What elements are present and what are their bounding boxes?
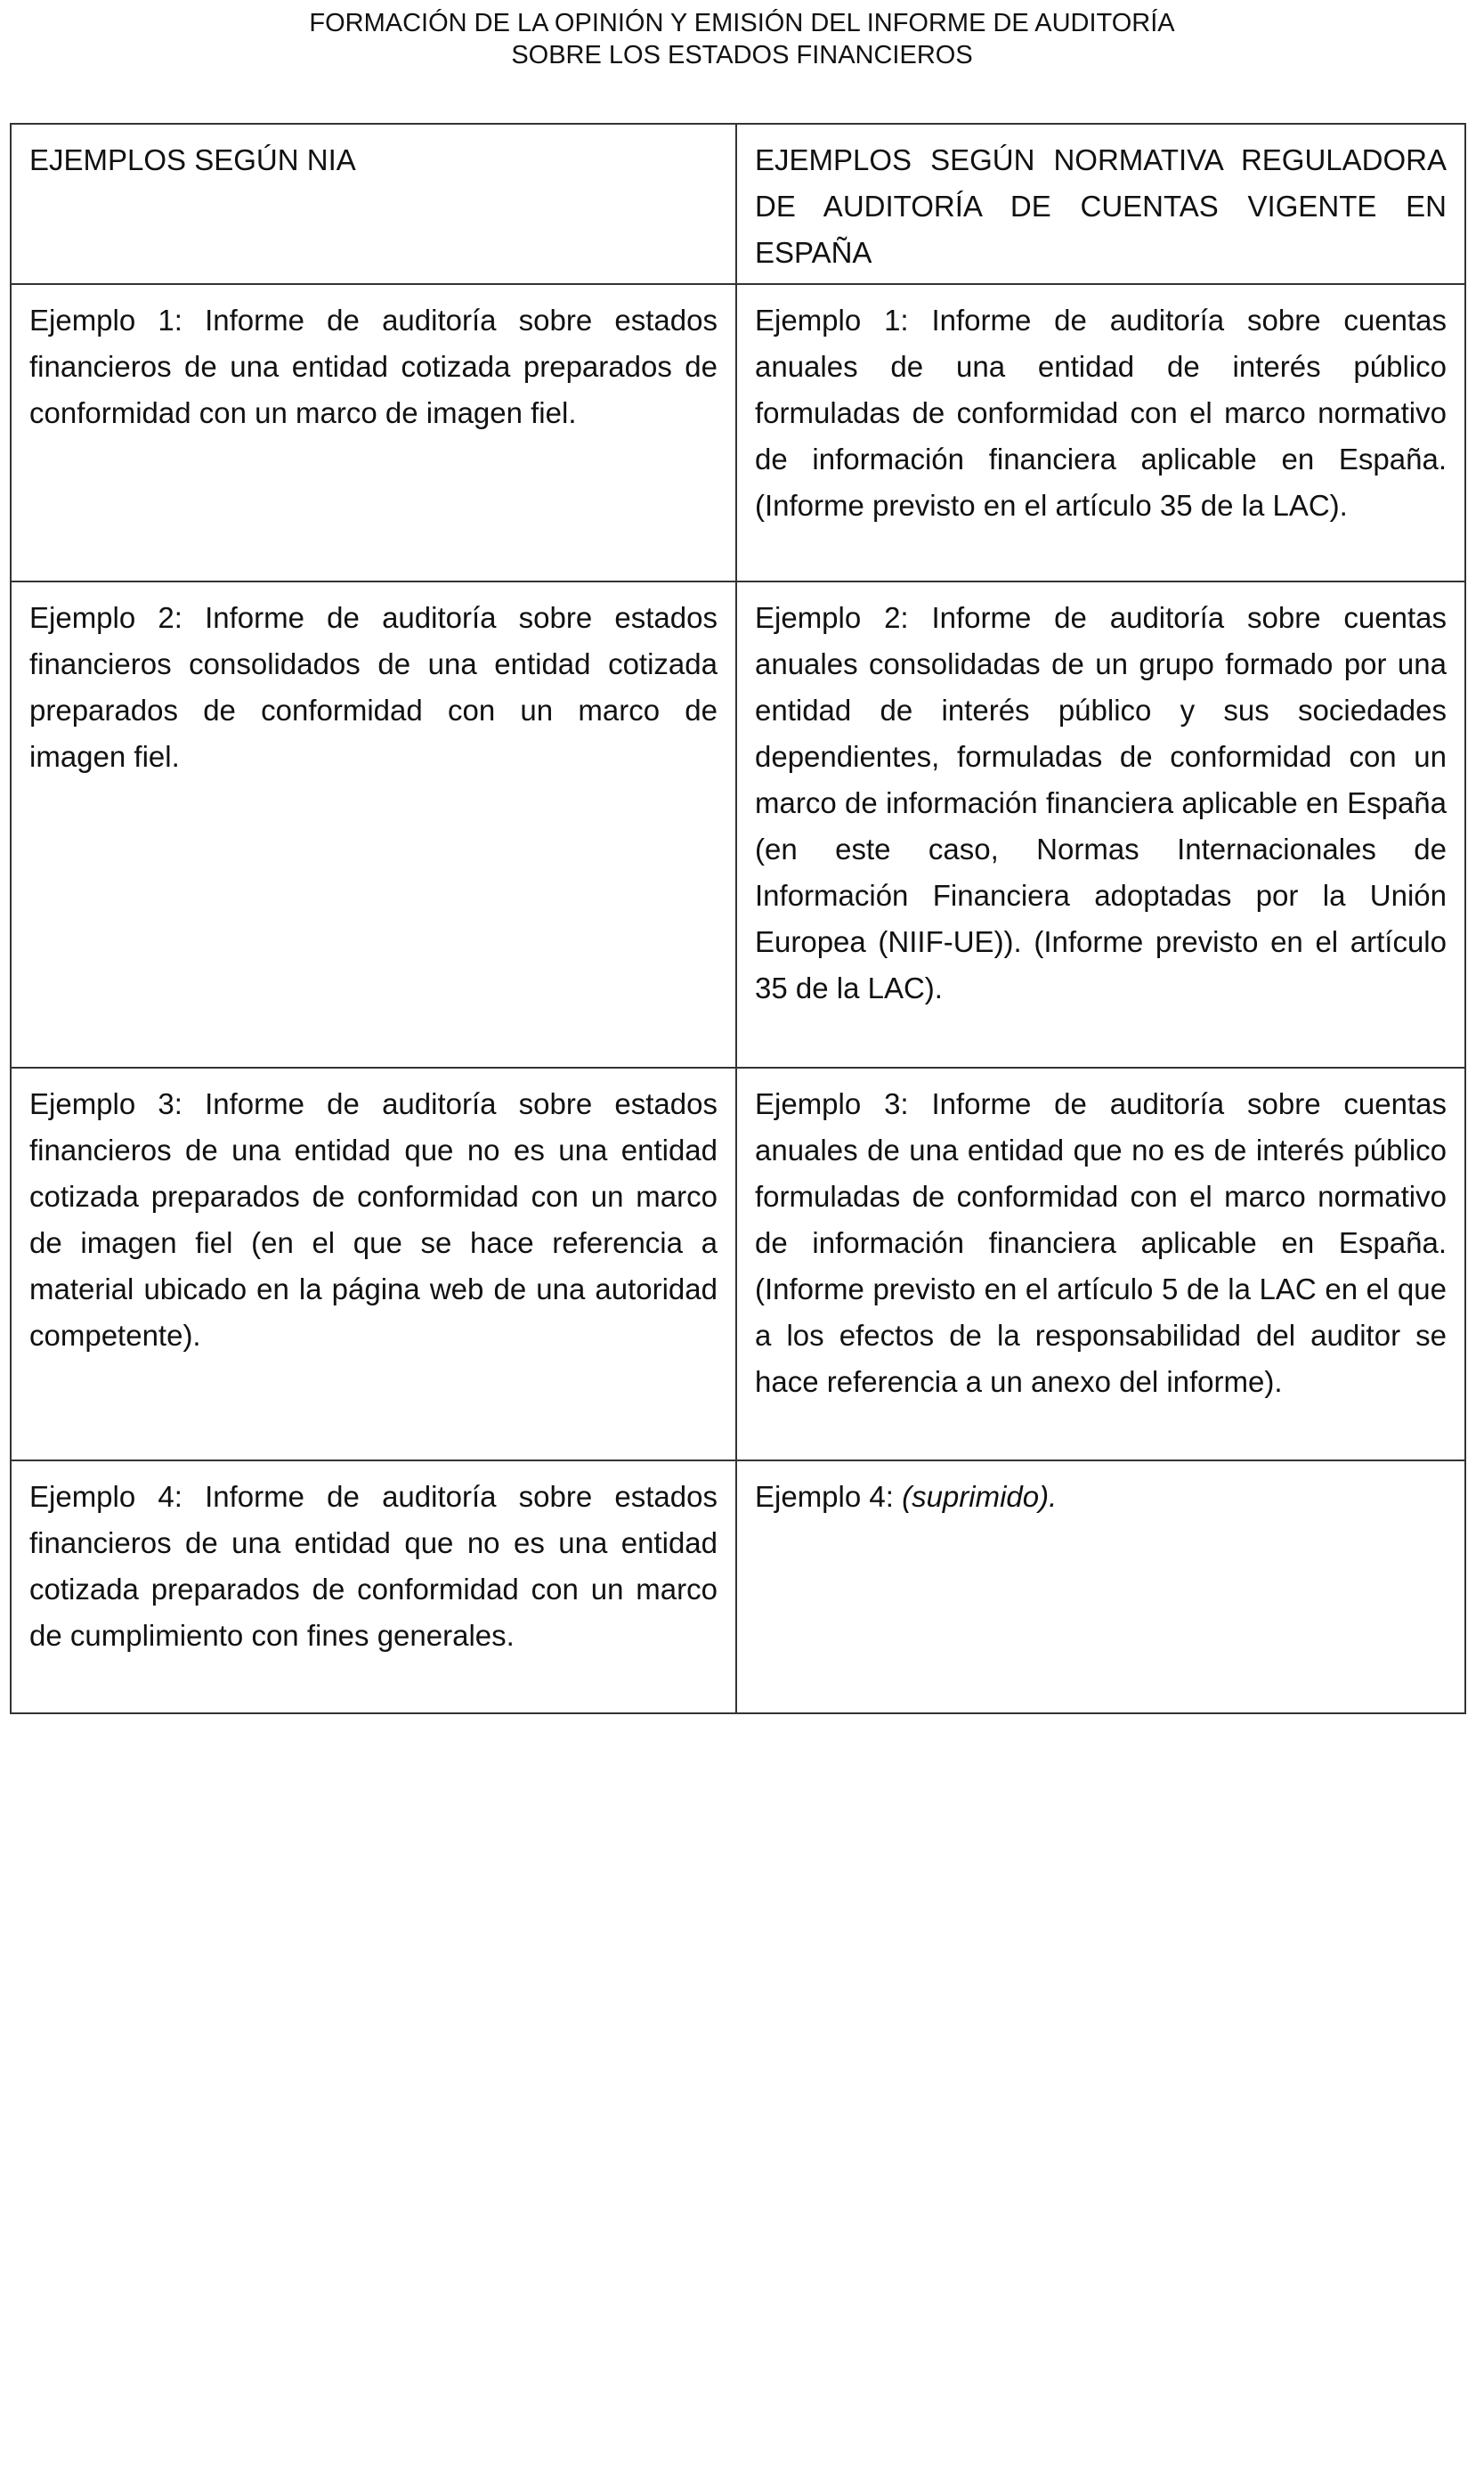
cell-spain: Ejemplo 1: Informe de auditoría sobre cuentas anuales de una entidad de interés público formuladas de conformidad con el marco normativo de información financiera aplicable en España. (Informe previsto en el artículo 35 de la LAC). [736, 284, 1465, 581]
cell-nia: Ejemplo 3: Informe de auditoría sobre estados financieros de una entidad que no es una entidad cotizada preparados de conformidad con un marco de imagen fiel (en el que se hace referencia a material ubicado en la página web de una autoridad competente). [11, 1068, 736, 1460]
document-header [0, 7, 1484, 71]
cell-spain: Ejemplo 3: Informe de auditoría sobre cuentas anuales de una entidad que no es de interés público formuladas de conformidad con el marco normativo de información financiera aplicable en España. (Informe previsto en el artículo 5 de la LAC en el que a los efectos de la responsabilidad del auditor se hace referencia a un anexo del informe). [736, 1068, 1465, 1460]
header-nia: EJEMPLOS SEGÚN NIA [11, 124, 736, 284]
header-spain: EJEMPLOS SEGÚN NORMATIVA REGULADORA DE AUDITORÍA DE CUENTAS VIGENTE EN ESPAÑA [736, 124, 1465, 284]
table-row [11, 1068, 1465, 1460]
cell-nia: Ejemplo 2: Informe de auditoría sobre estados financieros consolidados de una entidad cotizada preparados de conformidad con un marco de imagen fiel. [11, 581, 736, 1068]
header-line-1: FORMACIÓN DE LA OPINIÓN Y EMISIÓN DEL INFORME DE AUDITORÍA [309, 9, 1175, 37]
table-row [11, 581, 1465, 1068]
examples-table [10, 123, 1466, 1714]
table-row [11, 1460, 1465, 1713]
cell-spain [736, 1460, 1465, 1713]
cell-nia: Ejemplo 1: Informe de auditoría sobre estados financieros de una entidad cotizada preparados de conformidad con un marco de imagen fiel. [11, 284, 736, 581]
cell-spain: Ejemplo 2: Informe de auditoría sobre cuentas anuales consolidadas de un grupo formado por una entidad de interés público y sus sociedades dependientes, formuladas de conformidad con un marco de información financiera aplicable en España (en este caso, Normas Internacionales de Información Financiera adoptadas por la Unión Europea (NIIF-UE)). (Informe previsto en el artículo 35 de la LAC). [736, 581, 1465, 1068]
suppressed-note: (suprimido). [902, 1480, 1058, 1513]
cell-spain-label: Ejemplo 4: [755, 1480, 903, 1513]
table-row [11, 284, 1465, 581]
cell-nia: Ejemplo 4: Informe de auditoría sobre estados financieros de una entidad que no es una entidad cotizada preparados de conformidad con un marco de cumplimiento con fines generales. [11, 1460, 736, 1713]
table-header-row [11, 124, 1465, 284]
header-line-2: SOBRE LOS ESTADOS FINANCIEROS [511, 41, 973, 69]
